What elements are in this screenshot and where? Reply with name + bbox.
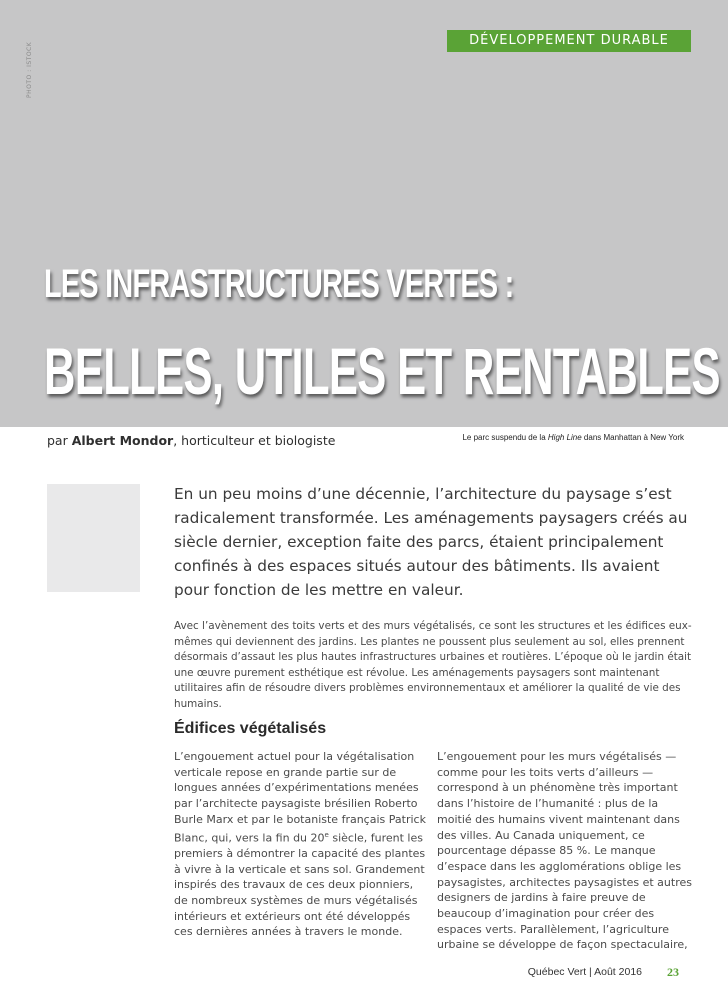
intro-paragraph: Avec l’avènement des toits verts et des murs végétalisés, ce sont les structures et les édifices eux-mêmes qui deviennent des jardins. Les plantes ne poussent plus seulement au sol, elles prennent désormais d’assaut les plus hautes infrastructures urbaines et routières. L’époque où le jardin était une œuvre purement esthétique est révolue. Les aménagements paysagers sont maintenant utilitaires afin de résoudre divers problèmes environnementaux et améliorer la qualité de vie des humains. [174,620,692,710]
left-text-part2: siècle, furent les premiers à démontrer la capacité des plantes à vivre à la verticale et sans sol. Grandement inspirés des travaux de ces deux pionniers, de nombreux systèmes de murs végétalisés intérieurs et extérieurs ont été développés ces dernières années à travers le monde. [174,831,426,939]
inset-image [47,484,140,592]
page-number: 23 [667,965,679,979]
left-text-part1: L’engouement actuel pour la végétalisation verticale repose en grande partie sur de longues années d’expérimentations menées par l’architecte paysagiste brésilien Roberto Burle Marx et par le botaniste français Patrick Blanc, qui, vers la fin du 20 [174,750,426,845]
author-name: Albert Mondor [71,433,174,448]
caption-text-start: Le parc suspendu de la [462,433,548,442]
section-subhead: Édifices végétalisés [174,720,327,737]
byline [47,433,335,448]
superscript: e [324,830,329,839]
body-column-right [437,749,695,953]
lede-paragraph: En un peu moins d’une décennie, l’architecture du paysage s’est radicalement transformée. Les aménagements paysagers créés au siècle dernier, exception faite des parcs, étaient principalement confinés à des espaces situés autour des bâtiments. Ils avaient pour fonction de les mettre en valeur. [174,485,688,599]
article-title-line2: BELLES, UTILES ET RENTABLES [44,334,720,408]
section-tag: DÉVELOPPEMENT DURABLE [447,30,691,52]
photo-caption [462,433,684,442]
byline-prefix: par [47,433,72,448]
caption-text-end: dans Manhattan à New York [581,433,684,442]
caption-italic: High Line [547,433,582,442]
article-title-line1: LES INFRASTRUCTURES VERTES : [44,262,514,306]
publication-name: Québec Vert | Août 2016 [527,966,642,978]
author-role: , horticulteur et biologiste [173,433,336,448]
body-column-left [174,749,429,940]
body-paragraph-right: L’engouement pour les murs végétalisés — comme pour les toits verts d’ailleurs — correspond à un phénomène très important dans l’histoire de l’humanité : plus de la moitié des humains vivent maintenant dans des villes. Au Canada uniquement, ce pourcentage dépasse 85 %. Le manque d’espace dans les agglomérations oblige les paysagistes, architectes paysagistes et autres designers de jardins à faire preuve de beaucoup d’imagination pour créer des espaces verts. Parallèlement, l’agriculture urbaine se développe de façon spectaculaire, [437,750,692,952]
body-paragraph-left [174,749,429,940]
photo-credit: PHOTO : ISTOCK [26,41,33,98]
